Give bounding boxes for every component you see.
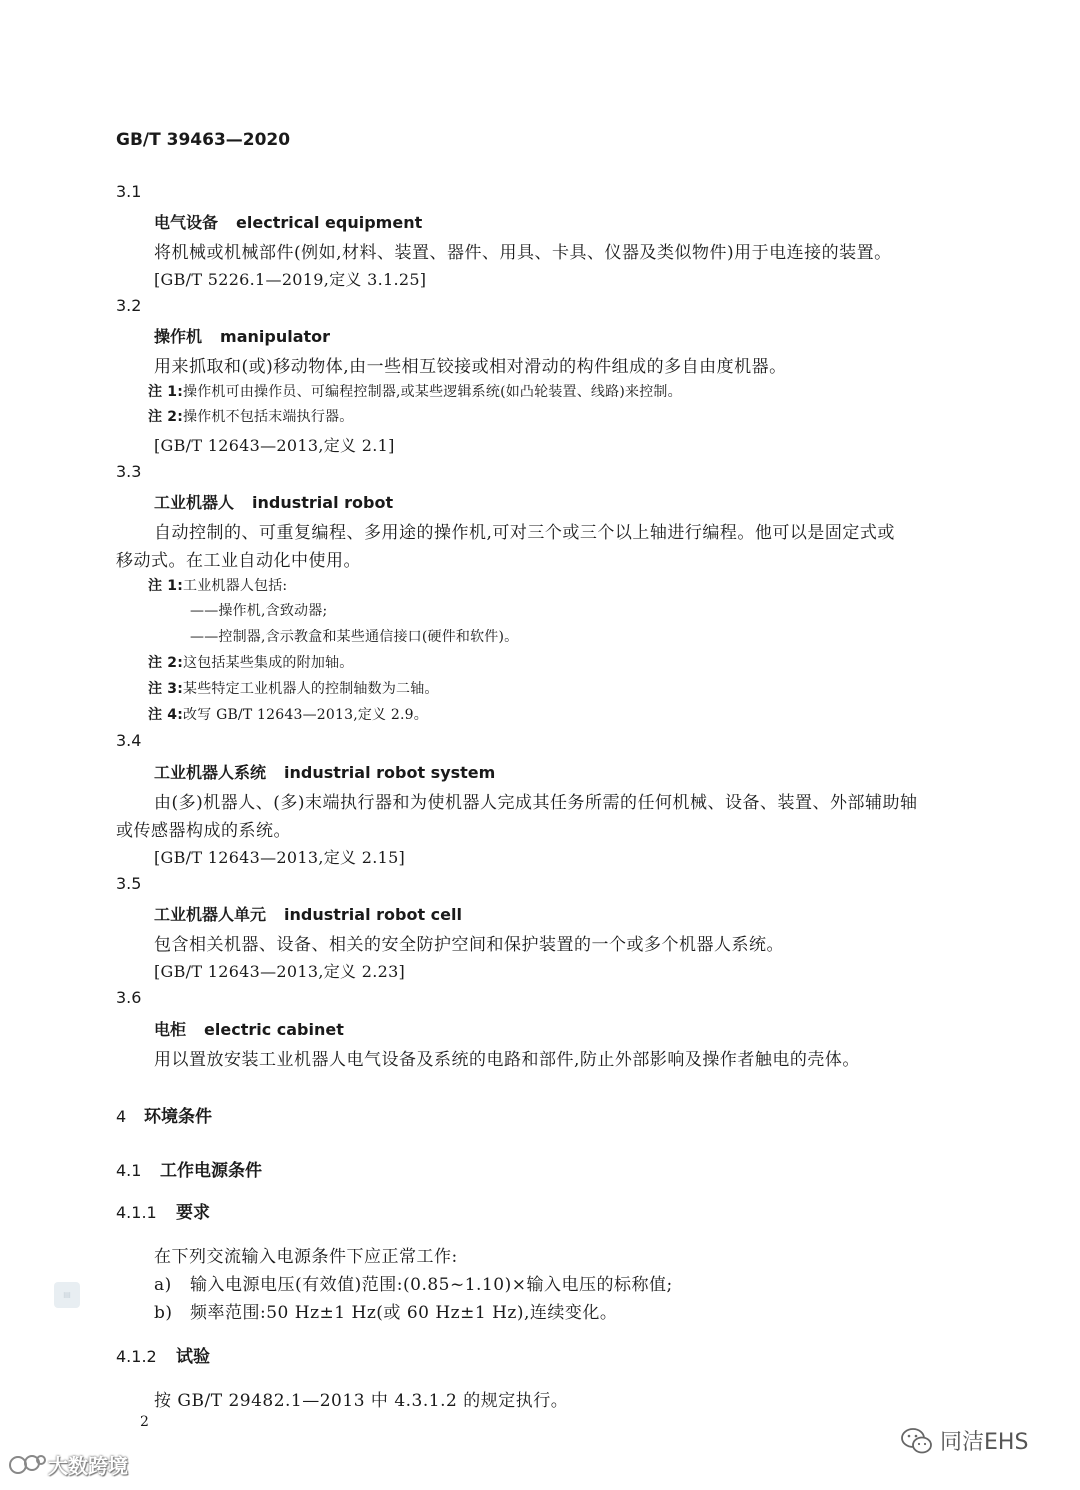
term-note: 注 1:工业机器人包括: xyxy=(148,578,288,594)
term-definition: 用来抓取和(或)移动物体,由一些相互铰接或相对滑动的构件组成的多自由度机器。 xyxy=(154,357,787,377)
term-definition: 由(多)机器人、(多)末端执行器和为使机器人完成其任务所需的任何机械、设备、装置、外部辅助轴 xyxy=(154,793,918,813)
term-number: 3.1 xyxy=(116,182,142,201)
term-note: 注 2:操作机不包括末端执行器。 xyxy=(148,409,354,425)
term-title xyxy=(154,210,422,233)
term-en: electric cabinet xyxy=(204,1020,344,1039)
term-source: [GB/T 5226.1—2019,定义 3.1.25] xyxy=(154,270,427,289)
term-note-item: ——控制器,含示教盒和某些通信接口(硬件和软件)。 xyxy=(190,629,519,645)
term-source: [GB/T 12643—2013,定义 2.1] xyxy=(154,436,395,455)
watermark-left-text: 大数跨境 xyxy=(48,1454,128,1478)
term-note: 注 2:这包括某些集成的附加轴。 xyxy=(148,655,354,671)
subsection-heading: 4.1 工作电源条件 xyxy=(116,1161,262,1181)
subsubsection-heading: 4.1.2 试验 xyxy=(116,1347,210,1367)
term-note-item: ——操作机,含致动器; xyxy=(190,603,328,619)
term-definition-cont: 或传感器构成的系统。 xyxy=(116,821,291,841)
term-en: industrial robot cell xyxy=(284,905,462,924)
watermark-logo-icon xyxy=(8,1451,48,1479)
side-logo-icon: ▤ xyxy=(54,1282,80,1308)
term-note: 注 3:某些特定工业机器人的控制轴数为二轴。 xyxy=(148,681,439,697)
term-note: 注 4:改写 GB/T 12643—2013,定义 2.9。 xyxy=(148,707,428,723)
term-zh: 工业机器人系统 xyxy=(154,763,267,782)
page-number: 2 xyxy=(140,1414,149,1430)
term-source: [GB/T 12643—2013,定义 2.15] xyxy=(154,848,406,867)
term-definition: 用以置放安装工业机器人电气设备及系统的电路和部件,防止外部影响及操作者触电的壳体。 xyxy=(154,1050,860,1070)
term-definition: 自动控制的、可重复编程、多用途的操作机,可对三个或三个以上轴进行编程。他可以是固定式或 xyxy=(154,523,895,543)
section-heading: 4 环境条件 xyxy=(116,1107,212,1127)
term-note: 注 1:操作机可由操作员、可编程控制器,或某些逻辑系统(如凸轮装置、线路)来控制。 xyxy=(148,384,682,400)
requirement-item: a) 输入电源电压(有效值)范围:(0.85~1.10)×输入电压的标称值; xyxy=(154,1275,673,1295)
term-title xyxy=(154,490,393,513)
requirement-item: b) 频率范围:50 Hz±1 Hz(或 60 Hz±1 Hz),连续变化。 xyxy=(154,1303,618,1323)
term-zh: 电气设备 xyxy=(154,213,219,232)
wechat-icon xyxy=(900,1426,934,1456)
term-title xyxy=(154,324,330,347)
requirement-intro: 在下列交流输入电源条件下应正常工作: xyxy=(154,1247,458,1267)
term-en: electrical equipment xyxy=(236,213,423,232)
term-zh: 操作机 xyxy=(154,327,203,346)
standard-code: GB/T 39463—2020 xyxy=(116,130,291,150)
term-title xyxy=(154,1017,344,1040)
term-zh: 电柜 xyxy=(154,1020,187,1039)
term-title xyxy=(154,902,462,925)
term-number: 3.5 xyxy=(116,874,142,893)
watermark-right-text: 同洁EHS xyxy=(940,1430,1029,1455)
term-title xyxy=(154,760,495,783)
test-method: 按 GB/T 29482.1—2013 中 4.3.1.2 的规定执行。 xyxy=(154,1391,569,1411)
term-number: 3.2 xyxy=(116,296,142,315)
term-zh: 工业机器人单元 xyxy=(154,905,267,924)
term-en: manipulator xyxy=(220,327,331,346)
term-definition-cont: 移动式。在工业自动化中使用。 xyxy=(116,551,361,571)
term-source: [GB/T 12643—2013,定义 2.23] xyxy=(154,962,406,981)
term-number: 3.3 xyxy=(116,462,142,481)
watermark-left xyxy=(8,1450,128,1479)
subsubsection-heading: 4.1.1 要求 xyxy=(116,1203,210,1223)
term-zh: 工业机器人 xyxy=(154,493,235,512)
term-definition: 包含相关机器、设备、相关的安全防护空间和保护装置的一个或多个机器人系统。 xyxy=(154,935,784,955)
term-en: industrial robot xyxy=(252,493,394,512)
term-number: 3.4 xyxy=(116,731,142,750)
term-en: industrial robot system xyxy=(284,763,496,782)
term-number: 3.6 xyxy=(116,988,142,1007)
term-definition: 将机械或机械部件(例如,材料、装置、器件、用具、卡具、仪器及类似物件)用于电连接的装置。 xyxy=(154,243,892,263)
watermark-right xyxy=(900,1425,1028,1456)
